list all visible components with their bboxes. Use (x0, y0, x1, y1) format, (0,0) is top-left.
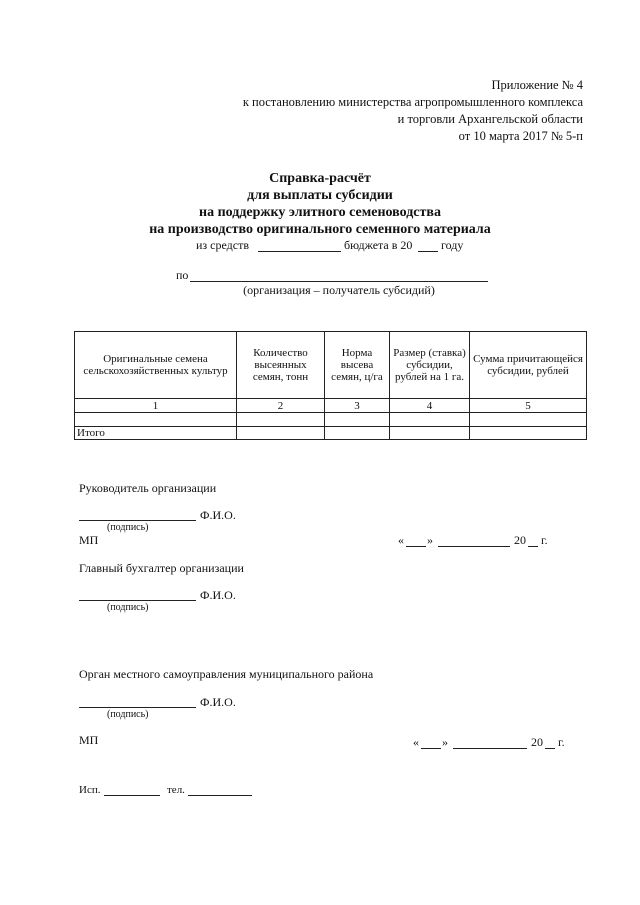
head-fio: Ф.И.О. (200, 508, 236, 522)
header-subsidy-rate: Размер (ставка) субсидии, рублей на 1 га. (390, 332, 470, 399)
document-subtitle-1: для выплаты субсидии (247, 188, 393, 203)
table-cell[interactable] (325, 427, 390, 440)
authority-fio: Ф.И.О. (200, 695, 236, 709)
table-total-row (75, 427, 587, 440)
head-sign-caption: (подпись) (107, 522, 149, 533)
authority-title: Орган местного самоуправления муниципального района (79, 667, 374, 681)
col-number: 3 (325, 399, 390, 413)
authority-sign-caption: (подпись) (107, 709, 149, 720)
document-title: Справка-расчёт (269, 171, 371, 186)
table-cell[interactable] (470, 427, 587, 440)
head-signature-line[interactable] (79, 520, 196, 521)
header-subsidy-sum: Сумма причитающейся субсидии, рублей (470, 332, 587, 399)
accountant-title: Главный бухгалтер организации (79, 561, 244, 575)
executor-label: Исп. (79, 784, 101, 796)
date-year-prefix: 20 (514, 533, 526, 547)
appendix-line-3: от 10 марта 2017 № 5-п (458, 129, 583, 143)
recipient-blank-line[interactable] (190, 281, 488, 282)
date-suffix: г. (541, 533, 548, 547)
header-seeding-rate: Норма высева семян, ц/га (325, 332, 390, 399)
header-quantity: Количество высеянных семян, тонн (237, 332, 325, 399)
date-month-line[interactable] (438, 546, 510, 547)
head-stamp-mp: МП (79, 533, 99, 547)
date2-day-line[interactable] (421, 748, 441, 749)
executor-blank-line[interactable] (104, 795, 160, 796)
table-row[interactable] (75, 413, 587, 427)
funding-mid: бюджета в 20 (344, 238, 413, 252)
document-subtitle-3: на производство оригинального семенного материала (149, 222, 491, 237)
funding-prefix: из средств (196, 238, 249, 252)
date-quote-open: « (398, 533, 404, 547)
head-title: Руководитель организации (79, 481, 217, 495)
total-label: Итого (75, 427, 237, 440)
date2-month-line[interactable] (453, 748, 527, 749)
phone-blank-line[interactable] (188, 795, 252, 796)
funding-suffix: году (441, 238, 464, 252)
col-number: 2 (237, 399, 325, 413)
accountant-signature-line[interactable] (79, 600, 196, 601)
date-day-line[interactable] (406, 546, 426, 547)
appendix-line-2: и торговли Архангельской области (397, 112, 583, 126)
col-number: 4 (390, 399, 470, 413)
col-number: 1 (75, 399, 237, 413)
recipient-prefix: по (176, 268, 189, 282)
accountant-sign-caption: (подпись) (107, 602, 149, 613)
date2-quote-close: » (442, 735, 448, 749)
accountant-fio: Ф.И.О. (200, 588, 236, 602)
table-cell[interactable] (237, 413, 325, 427)
table-numbers-row (75, 399, 587, 413)
date2-suffix: г. (558, 735, 565, 749)
date2-quote-open: « (413, 735, 419, 749)
date2-year-line[interactable] (545, 748, 555, 749)
appendix-line-1: к постановлению министерства агропромышленного комплекса (242, 95, 583, 109)
header-seeds: Оригинальные семена сельскохозяйственных культур (75, 332, 237, 399)
date-year-line[interactable] (528, 546, 538, 547)
table-cell[interactable] (390, 413, 470, 427)
col-number: 5 (470, 399, 587, 413)
table-cell[interactable] (75, 413, 237, 427)
appendix-number: Приложение № 4 (491, 78, 583, 92)
table-cell[interactable] (390, 427, 470, 440)
document-subtitle-2: на поддержку элитного семеноводства (199, 205, 441, 220)
recipient-caption: (организация – получатель субсидий) (243, 283, 435, 297)
authority-signature-line[interactable] (79, 707, 196, 708)
phone-label: тел. (167, 784, 185, 796)
budget-blank-line[interactable] (258, 251, 341, 252)
table-cell[interactable] (470, 413, 587, 427)
table-header-row (75, 332, 587, 399)
authority-stamp-mp: МП (79, 733, 99, 747)
year-blank-line[interactable] (418, 251, 438, 252)
subsidy-table (74, 331, 587, 440)
date-quote-close: » (427, 533, 433, 547)
table-cell[interactable] (237, 427, 325, 440)
table-cell[interactable] (325, 413, 390, 427)
date2-year-prefix: 20 (531, 735, 543, 749)
